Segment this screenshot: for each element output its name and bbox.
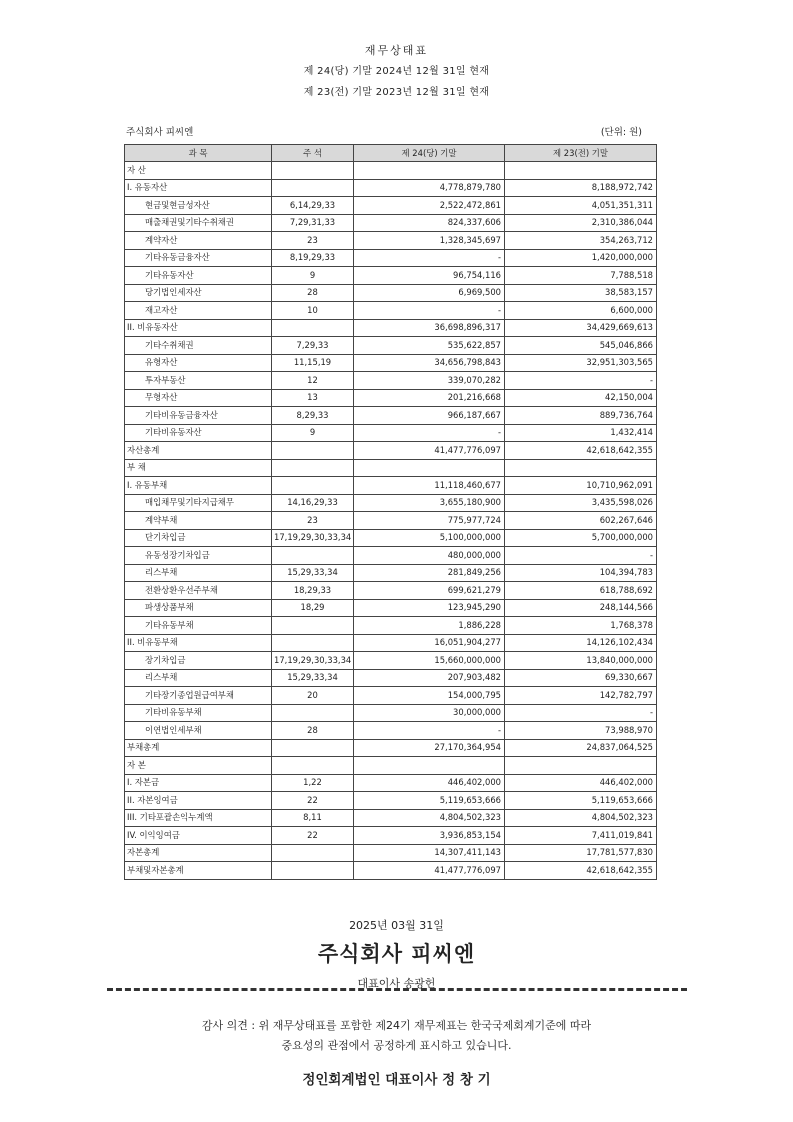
row-account-label: 자 산 (125, 162, 272, 180)
row-current-value: 154,000,795 (354, 687, 505, 705)
table-row (125, 162, 657, 180)
dashed-divider (107, 988, 687, 991)
row-account-label: I. 유동자산 (125, 179, 272, 197)
row-prior-value: 3,435,598,026 (505, 494, 657, 512)
row-prior-value: 1,768,378 (505, 617, 657, 635)
row-note: 20 (272, 687, 354, 705)
row-account-label: II. 자본잉여금 (125, 792, 272, 810)
row-account-label: 부 채 (125, 459, 272, 477)
row-current-value: 775,977,724 (354, 512, 505, 530)
row-current-value: 34,656,798,843 (354, 354, 505, 372)
table-row (125, 459, 657, 477)
row-note (272, 634, 354, 652)
row-account-label: 매출채권및기타수취채권 (125, 214, 272, 232)
row-note (272, 617, 354, 635)
row-account-label: 이연법인세부채 (125, 722, 272, 740)
table-row (125, 372, 657, 390)
row-prior-value: 5,700,000,000 (505, 529, 657, 547)
row-current-value: 41,477,776,097 (354, 442, 505, 460)
statement-title: 재무상태표 (364, 44, 429, 57)
row-account-label: 무형자산 (125, 389, 272, 407)
row-note: 18,29 (272, 599, 354, 617)
row-current-value: 281,849,256 (354, 564, 505, 582)
row-current-value: 699,621,279 (354, 582, 505, 600)
row-account-label: 자본총계 (125, 844, 272, 862)
table-row (125, 599, 657, 617)
table-row (125, 319, 657, 337)
table-row (125, 774, 657, 792)
row-prior-value (505, 162, 657, 180)
row-note: 1,22 (272, 774, 354, 792)
row-account-label: 기타비유동자산 (125, 424, 272, 442)
table-row (125, 232, 657, 250)
row-prior-value: 1,420,000,000 (505, 249, 657, 267)
row-account-label: 기타유동자산 (125, 267, 272, 285)
row-prior-value: 6,600,000 (505, 302, 657, 320)
row-note (272, 162, 354, 180)
row-prior-value: 42,150,004 (505, 389, 657, 407)
column-header-current: 제 24(당) 기말 (354, 145, 505, 162)
row-current-value: 16,051,904,277 (354, 634, 505, 652)
row-prior-value: 17,781,577,830 (505, 844, 657, 862)
row-account-label: 기타비유동부채 (125, 704, 272, 722)
row-current-value: 446,402,000 (354, 774, 505, 792)
table-row (125, 214, 657, 232)
row-account-label: 기타유동부채 (125, 617, 272, 635)
balance-sheet-table (124, 144, 657, 880)
row-prior-value: 446,402,000 (505, 774, 657, 792)
row-current-value: 41,477,776,097 (354, 862, 505, 880)
row-account-label: 부채총계 (125, 739, 272, 757)
row-note (272, 739, 354, 757)
column-header-account: 과 목 (125, 145, 272, 162)
row-note (272, 844, 354, 862)
row-prior-value: 7,788,518 (505, 267, 657, 285)
row-current-value: 11,118,460,677 (354, 477, 505, 495)
row-note: 23 (272, 512, 354, 530)
row-current-value: 535,622,857 (354, 337, 505, 355)
table-row (125, 547, 657, 565)
row-prior-value: 73,988,970 (505, 722, 657, 740)
row-current-value: 1,886,228 (354, 617, 505, 635)
table-row (125, 582, 657, 600)
row-note: 28 (272, 722, 354, 740)
row-prior-value: 142,782,797 (505, 687, 657, 705)
row-note (272, 179, 354, 197)
row-note: 22 (272, 792, 354, 810)
row-note: 28 (272, 284, 354, 302)
row-note: 9 (272, 424, 354, 442)
row-account-label: 파생상품부채 (125, 599, 272, 617)
row-account-label: III. 기타포괄손익누계액 (125, 809, 272, 827)
table-row (125, 564, 657, 582)
row-prior-value: 32,951,303,565 (505, 354, 657, 372)
row-current-value: 4,804,502,323 (354, 809, 505, 827)
footer-company-name: 주식회사 피씨엔 (317, 942, 476, 966)
table-header-row (125, 145, 657, 162)
table-row (125, 862, 657, 880)
row-note: 15,29,33,34 (272, 564, 354, 582)
row-account-label: 투자부동산 (125, 372, 272, 390)
row-account-label: 유동성장기차입금 (125, 547, 272, 565)
audit-opinion-line-1: 감사 의견 : 위 재무상태표를 포함한 제24기 재무제표는 한국국제회계기준에 따라 (201, 1019, 592, 1032)
table-row (125, 354, 657, 372)
table-row (125, 302, 657, 320)
statement-header (0, 40, 793, 103)
row-prior-value: 104,394,783 (505, 564, 657, 582)
row-account-label: 장기차입금 (125, 652, 272, 670)
row-account-label: 리스부채 (125, 564, 272, 582)
row-note (272, 704, 354, 722)
table-row (125, 407, 657, 425)
row-current-value: 36,698,896,317 (354, 319, 505, 337)
table-row (125, 809, 657, 827)
row-prior-value: 4,804,502,323 (505, 809, 657, 827)
row-current-value: 201,216,668 (354, 389, 505, 407)
row-prior-value: - (505, 547, 657, 565)
row-prior-value (505, 757, 657, 775)
row-current-value: - (354, 249, 505, 267)
row-note (272, 757, 354, 775)
row-note: 9 (272, 267, 354, 285)
row-note: 7,29,31,33 (272, 214, 354, 232)
row-note: 12 (272, 372, 354, 390)
row-account-label: 계약부채 (125, 512, 272, 530)
column-header-prior: 제 23(전) 기말 (505, 145, 657, 162)
period-current: 제 24(당) 기말 2024년 12월 31일 현재 (303, 66, 490, 77)
table-body (125, 162, 657, 880)
row-account-label: I. 유동부채 (125, 477, 272, 495)
row-prior-value: 1,432,414 (505, 424, 657, 442)
table-row (125, 792, 657, 810)
row-note: 14,16,29,33 (272, 494, 354, 512)
row-prior-value: 5,119,653,666 (505, 792, 657, 810)
row-current-value: 3,936,853,154 (354, 827, 505, 845)
row-account-label: 기타장기종업원급여부채 (125, 687, 272, 705)
company-name: 주식회사 피씨엔 (126, 127, 194, 138)
row-current-value (354, 459, 505, 477)
row-account-label: 단기차입금 (125, 529, 272, 547)
row-note: 15,29,33,34 (272, 669, 354, 687)
row-note: 8,29,33 (272, 407, 354, 425)
row-prior-value: 889,736,764 (505, 407, 657, 425)
table-row (125, 827, 657, 845)
row-prior-value (505, 459, 657, 477)
table-row (125, 284, 657, 302)
row-prior-value: 248,144,566 (505, 599, 657, 617)
table-row (125, 617, 657, 635)
row-account-label: 부채및자본총계 (125, 862, 272, 880)
row-account-label: II. 비유동자산 (125, 319, 272, 337)
row-prior-value: 545,046,866 (505, 337, 657, 355)
audit-opinion (0, 1016, 793, 1056)
row-note: 7,29,33 (272, 337, 354, 355)
row-note: 6,14,29,33 (272, 197, 354, 215)
row-prior-value: 354,263,712 (505, 232, 657, 250)
row-prior-value: - (505, 704, 657, 722)
row-note (272, 459, 354, 477)
row-prior-value: 4,051,351,311 (505, 197, 657, 215)
row-prior-value: 34,429,669,613 (505, 319, 657, 337)
row-account-label: 자 본 (125, 757, 272, 775)
table-row (125, 687, 657, 705)
row-current-value: 6,969,500 (354, 284, 505, 302)
row-current-value: - (354, 302, 505, 320)
unit-label: (단위: 원) (600, 127, 642, 138)
auditor-signature: 정인회계법인 대표이사 정 창 기 (302, 1072, 491, 1088)
row-note (272, 862, 354, 880)
row-current-value: 30,000,000 (354, 704, 505, 722)
row-prior-value: 42,618,642,355 (505, 442, 657, 460)
row-prior-value: 2,310,386,044 (505, 214, 657, 232)
row-prior-value: 13,840,000,000 (505, 652, 657, 670)
signature-date: 2025년 03월 31일 (349, 919, 444, 932)
row-current-value: 123,945,290 (354, 599, 505, 617)
table-row (125, 844, 657, 862)
row-prior-value: 10,710,962,091 (505, 477, 657, 495)
row-current-value: 966,187,667 (354, 407, 505, 425)
table-row (125, 197, 657, 215)
row-account-label: 자산총계 (125, 442, 272, 460)
table-row (125, 424, 657, 442)
row-prior-value: 38,583,157 (505, 284, 657, 302)
row-current-value: 4,778,879,780 (354, 179, 505, 197)
table-row (125, 634, 657, 652)
row-note: 22 (272, 827, 354, 845)
table-row (125, 704, 657, 722)
audit-opinion-line-2: 중요성의 관점에서 공정하게 표시하고 있습니다. (281, 1039, 512, 1052)
table-row (125, 529, 657, 547)
row-note: 17,19,29,30,33,34 (272, 529, 354, 547)
row-current-value: 3,655,180,900 (354, 494, 505, 512)
row-prior-value: 42,618,642,355 (505, 862, 657, 880)
row-account-label: 계약자산 (125, 232, 272, 250)
row-account-label: 기타비유동금융자산 (125, 407, 272, 425)
row-current-value: 14,307,411,143 (354, 844, 505, 862)
table-row (125, 669, 657, 687)
table-row (125, 442, 657, 460)
row-current-value: 480,000,000 (354, 547, 505, 565)
row-current-value: 5,119,653,666 (354, 792, 505, 810)
row-current-value: - (354, 424, 505, 442)
row-note (272, 319, 354, 337)
row-current-value: 96,754,116 (354, 267, 505, 285)
period-prior: 제 23(전) 기말 2023년 12월 31일 현재 (303, 87, 490, 98)
row-note: 18,29,33 (272, 582, 354, 600)
row-prior-value: - (505, 372, 657, 390)
row-current-value: - (354, 722, 505, 740)
row-note: 11,15,19 (272, 354, 354, 372)
row-note: 23 (272, 232, 354, 250)
row-prior-value: 24,837,064,525 (505, 739, 657, 757)
row-note: 13 (272, 389, 354, 407)
table-row (125, 477, 657, 495)
row-prior-value: 69,330,667 (505, 669, 657, 687)
row-account-label: 현금및현금성자산 (125, 197, 272, 215)
row-prior-value: 8,188,972,742 (505, 179, 657, 197)
row-current-value: 5,100,000,000 (354, 529, 505, 547)
row-note (272, 547, 354, 565)
row-account-label: 매입채무및기타지급채무 (125, 494, 272, 512)
row-current-value: 15,660,000,000 (354, 652, 505, 670)
row-account-label: 기타유동금융자산 (125, 249, 272, 267)
row-account-label: 전환상환우선주부채 (125, 582, 272, 600)
row-current-value: 824,337,606 (354, 214, 505, 232)
row-prior-value: 14,126,102,434 (505, 634, 657, 652)
table-row (125, 739, 657, 757)
row-current-value: 339,070,282 (354, 372, 505, 390)
table-row (125, 652, 657, 670)
row-account-label: II. 비유동부채 (125, 634, 272, 652)
table-row (125, 722, 657, 740)
row-current-value: 207,903,482 (354, 669, 505, 687)
row-note: 17,19,29,30,33,34 (272, 652, 354, 670)
table-row (125, 267, 657, 285)
row-account-label: IV. 이익잉여금 (125, 827, 272, 845)
table-row (125, 389, 657, 407)
table-row (125, 337, 657, 355)
table-row (125, 512, 657, 530)
table-row (125, 757, 657, 775)
row-current-value: 27,170,364,954 (354, 739, 505, 757)
row-note: 8,19,29,33 (272, 249, 354, 267)
ceo-name: 대표이사 송광헌 (357, 977, 436, 990)
row-account-label: 유형자산 (125, 354, 272, 372)
row-current-value: 1,328,345,697 (354, 232, 505, 250)
row-prior-value: 618,788,692 (505, 582, 657, 600)
row-note: 10 (272, 302, 354, 320)
row-account-label: I. 자본금 (125, 774, 272, 792)
row-account-label: 기타수취채권 (125, 337, 272, 355)
table-row (125, 494, 657, 512)
row-note (272, 477, 354, 495)
table-row (125, 179, 657, 197)
table-row (125, 249, 657, 267)
row-prior-value: 602,267,646 (505, 512, 657, 530)
row-prior-value: 7,411,019,841 (505, 827, 657, 845)
row-current-value (354, 162, 505, 180)
row-account-label: 당기법인세자산 (125, 284, 272, 302)
row-note: 8,11 (272, 809, 354, 827)
column-header-note: 주 석 (272, 145, 354, 162)
row-current-value (354, 757, 505, 775)
row-account-label: 재고자산 (125, 302, 272, 320)
row-account-label: 리스부채 (125, 669, 272, 687)
row-note (272, 442, 354, 460)
row-current-value: 2,522,472,861 (354, 197, 505, 215)
